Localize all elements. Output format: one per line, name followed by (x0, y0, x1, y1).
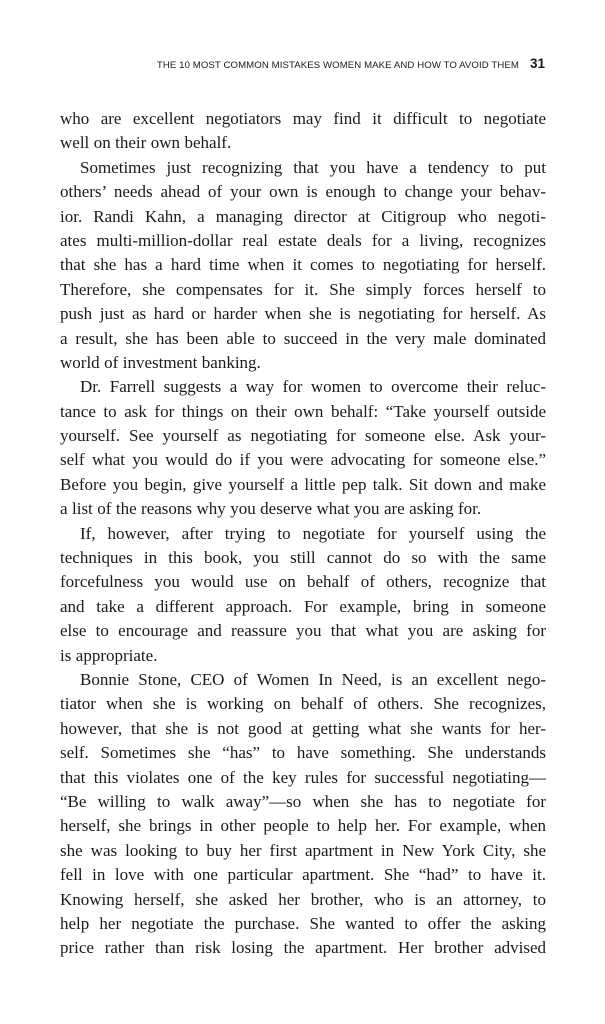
paragraph (60, 375, 546, 521)
text-line: ior. Randi Kahn, a managing director at Citigroup who negoti- (60, 206, 546, 226)
text-line: Bonnie Stone, CEO of Women In Need, is an excellent nego- (80, 669, 546, 689)
text-line: Sometimes just recognizing that you have a tendency to put (80, 157, 546, 177)
text-line: self. Sometimes she “has” to have something. She understands (60, 743, 546, 763)
text-line: Dr. Farrell suggests a way for women to overcome their reluc- (80, 377, 546, 397)
page-body (60, 107, 546, 961)
running-title: THE 10 MOST COMMON MISTAKES WOMEN MAKE AND HOW TO AVOID THEM (156, 60, 519, 71)
text-line: that this violates one of the key rules for successful negotiating— (60, 767, 546, 787)
text-line: self what you would do if you were advocating for someone else.” (60, 450, 546, 470)
paragraph (60, 668, 546, 961)
text-line: and take a different approach. For example, bring in someone (60, 596, 546, 616)
text-line: however, that she is not good at getting what she wants for her- (60, 718, 546, 738)
text-line: she was looking to buy her first apartment in New York City, she (60, 840, 546, 860)
paragraph (60, 156, 546, 376)
running-head (60, 56, 545, 71)
paragraph (60, 522, 546, 668)
text-line: techniques in this book, you still cannot do so with the same (60, 548, 546, 568)
text-line: tance to ask for things on their own behalf: “Take yourself outside (60, 401, 546, 421)
text-line: else to encourage and reassure you that what you are asking for (60, 621, 546, 641)
text-line: others’ needs ahead of your own is enough to change your behav- (60, 182, 546, 202)
text-line: ates multi-million-dollar real estate deals for a living, recognizes (60, 230, 546, 250)
text-line: tiator when she is working on behalf of others. She recognizes, (60, 694, 546, 714)
text-line: Before you begin, give yourself a little pep talk. Sit down and make (60, 474, 546, 494)
text-line: yourself. See yourself as negotiating for someone else. Ask your- (60, 426, 546, 446)
text-line: a result, she has been able to succeed in the very male dominated (60, 328, 546, 348)
text-line: forcefulness you would use on behalf of others, recognize that (60, 572, 546, 592)
text-line: help her negotiate the purchase. She wanted to offer the asking (60, 913, 546, 933)
text-line: If, however, after trying to negotiate for yourself using the (80, 523, 546, 543)
text-line: Knowing herself, she asked her brother, who is an attorney, to (60, 889, 546, 909)
text-line: world of investment banking. (60, 352, 261, 372)
text-line: is appropriate. (60, 645, 158, 665)
text-line: well on their own behalf. (60, 133, 232, 153)
text-line: “Be willing to walk away”—so when she has to negotiate for (60, 791, 546, 811)
text-line: fell in love with one particular apartment. She “had” to have it. (60, 865, 546, 885)
text-line: who are excellent negotiators may find it difficult to negotiate (60, 109, 546, 128)
text-line: that she has a hard time when it comes to negotiating for herself. (60, 255, 546, 275)
page-number: 31 (529, 56, 545, 71)
text-line: price rather than risk losing the apartment. Her brother advised (60, 938, 546, 958)
text-line: a list of the reasons why you deserve what you are asking for. (60, 499, 482, 519)
text-line: Therefore, she compensates for it. She simply forces herself to (60, 279, 546, 299)
paragraph (60, 107, 546, 156)
text-line: push just as hard or harder when she is negotiating for herself. As (60, 304, 546, 324)
text-line: herself, she brings in other people to help her. For example, when (60, 816, 546, 836)
